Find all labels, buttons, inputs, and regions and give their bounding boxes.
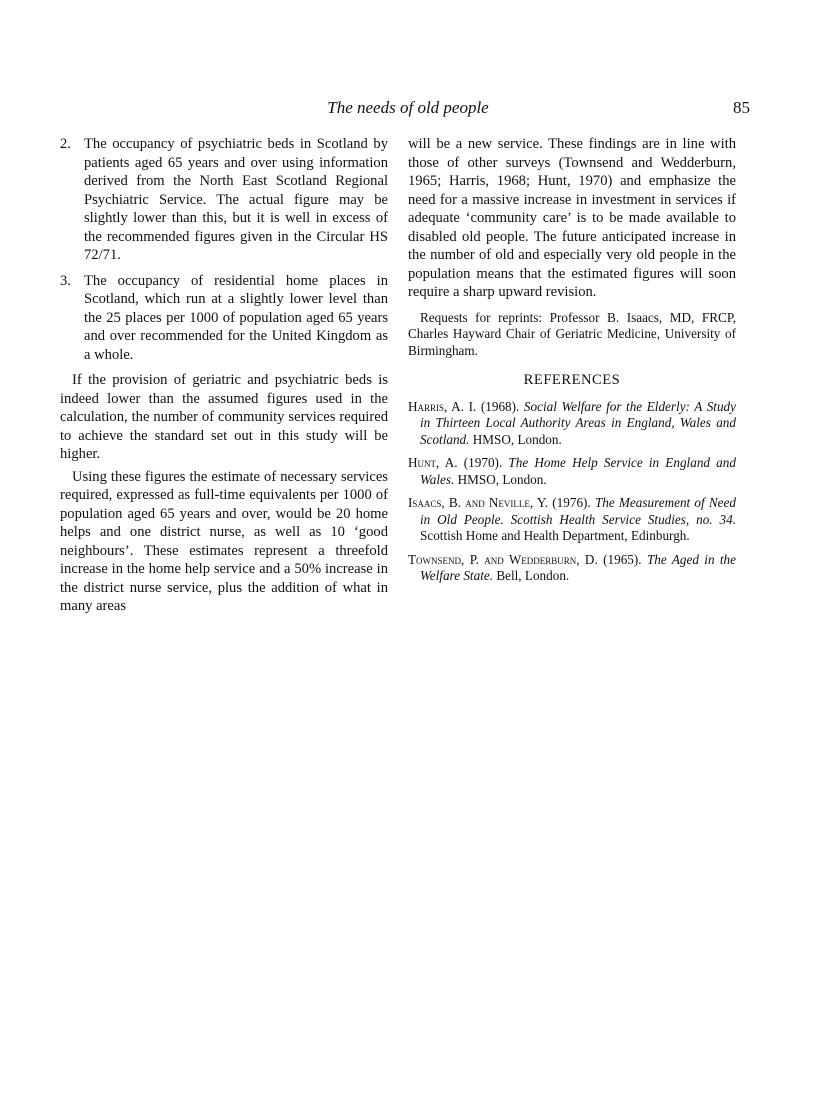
reference-year: (1968). [476,398,524,414]
page-number: 85 [733,98,750,117]
reprint-request-note: Requests for reprints: Professor B. Isaacs, MD, FRCP, Charles Hayward Chair of Geriatric Medicine, University of Birmingham. [408,309,736,358]
reference-entry [408,552,736,585]
reference-year: (1965). [597,551,647,567]
reference-entry [408,455,736,488]
reference-authors: Hunt, A. [408,455,458,470]
reference-authors: Isaacs, B. and Neville, Y. [408,495,549,510]
item-text: The occupancy of psychiatric beds in Scotland by patients aged 65 years and over using information derived from the North East Scotland Regional Psychiatric Service. The actual figure may be slightly lower than this, but it is well in excess of the recommended figures given in the Circular HS 72/71. [84,136,388,263]
reference-publisher: HMSO, London. [469,431,562,447]
references-heading: REFERENCES [523,372,621,388]
reference-title: The Home Help Service in England and Wales. [420,455,736,487]
item-number: 2. [60,136,71,152]
reference-title: Social Welfare for the Elderly: A Study in Thirteen Local Authority Areas in England, Wales and Scotland. [420,398,736,447]
item-text: The occupancy of residential home places in Scotland, which run at a slightly lower level than the 25 places per 1000 of population aged 65 years and over recommended for the United Kingdom as a whole. [84,272,388,363]
reference-title: The Aged in the Welfare State. [420,551,737,583]
reference-entry [408,495,736,545]
reference-entry [408,399,736,449]
left-column [60,135,388,616]
body-paragraph: Using these figures the estimate of necessary services required, expressed as full-time equivalents per 1000 of population aged 65 years and over, would be 20 home helps and one district nurse, as well as 10 ‘good neighbours’. These estimates represent a threefold increase in the home help service and a 50% increase in the district nurse service, plus the addition of what in many areas [60,468,388,614]
reference-publisher: Scottish Home and Health Department, Edinburgh. [420,528,690,543]
numbered-item [60,135,388,265]
numbered-item [60,272,388,365]
running-head: The needs of old people [327,98,489,117]
reference-authors: Townsend, P. and Wedderburn, D. [408,551,598,567]
body-paragraph: If the provision of geriatric and psychiatric beds is indeed lower than the assumed figures used in the calculation, the number of community services required to achieve the standard set out in this study will be higher. [60,372,388,462]
reference-publisher: HMSO, London. [454,471,547,487]
reference-year: (1976). [548,495,595,510]
reference-authors: Harris, A. I. [408,398,477,414]
item-number: 3. [60,272,71,289]
reference-title: The Measurement of Need in Old People. Scottish Health Service Studies, no. 34. [420,495,736,527]
reference-publisher: Bell, London. [493,568,570,583]
reference-year: (1970). [457,455,509,470]
right-column [408,135,736,592]
continued-paragraph: will be a new service. These findings are in line with those of other surveys (Townsend and Wedderburn, 1965; Harris, 1968; Hunt, 1970) and emphasize the need for a massive increase in investment in services if adequate ‘community care’ is to be made available to disabled old people. The future anticipated increase in the number of old and especially very old people in the population means that the estimated figures will soon require a sharp upward revision. [408,136,736,300]
